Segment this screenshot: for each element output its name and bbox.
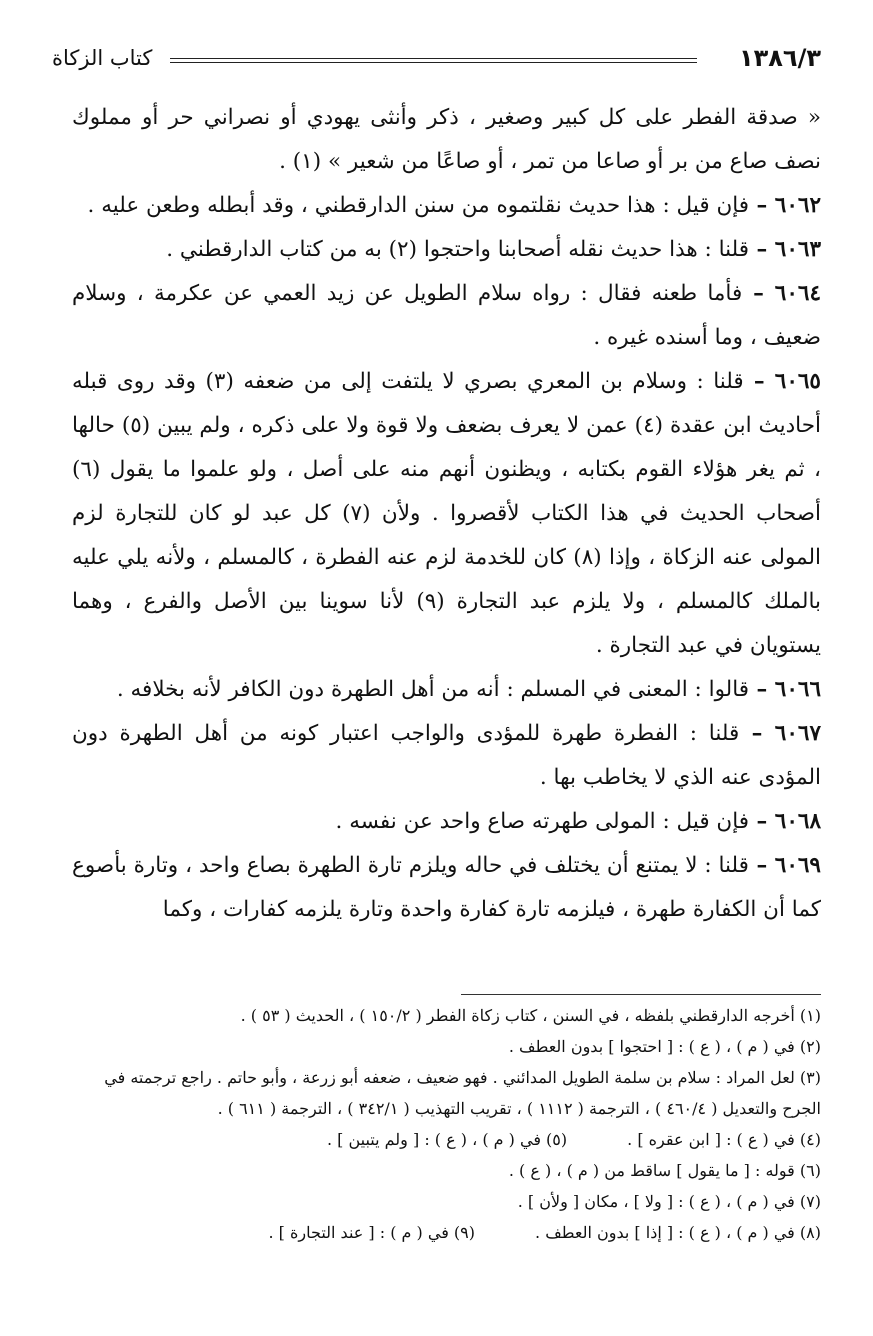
footnote-2: (٢) في ( م ) ، ( ع ) : [ احتجوا ] بدون العطف . [508,1037,821,1056]
footnote-8: (٨) في ( م ) ، ( ع ) : [ إذا ] بدون العطف . [535,1223,821,1242]
page-number: ١٣٨٦/٣ [738,44,821,72]
paragraph-6062: ٦٠٦٢ – فإن قيل : هذا حديث نقلتموه من سنن الدارقطني ، وقد أبطله وطعن عليه . [87,193,821,218]
paragraph-6063: ٦٠٦٣ – قلنا : هذا حديث نقله أصحابنا واحتجوا (٢) به من كتاب الدارقطني . [166,237,821,262]
chapter-title: كتاب الزكاة [52,46,153,70]
paragraph-6066: ٦٠٦٦ – قالوا : المعنى في المسلم : أنه من أهل الطهرة دون الكافر لأنه بخلافه . [116,677,821,702]
paragraph-6067: ٦٠٦٧ – قلنا : الفطرة طهرة للمؤدى والواجب اعتبار كونه من أهل الطهرة دون المؤدى عنه الذي لا يخاطب بها . [72,721,821,790]
paragraph-6064: ٦٠٦٤ – فأما طعنه فقال : رواه سلام الطويل عن زيد العمي عن عكرمة ، وسلام ضعيف ، وما أسنده غيره . [72,281,821,350]
footnotes [72,1000,821,1248]
footnote-divider [461,994,821,995]
footnote-9: (٩) في ( م ) : [ عند التجارة ] . [268,1223,476,1242]
footnote-row-4-5 [72,1124,821,1155]
footnote-3: (٣) لعل المراد : سلام بن سلمة الطويل المدائني . فهو ضعيف ، ضعفه أبو زرعة ، وأبو حاتم . راجع ترجمته في الجرح والتعديل ( ٤٦٠/٤ ) ، الترجمة ( ١١١٢ ) ، تقريب التهذيب ( ٣٤٢/١ ) ، الترجمة ( ٦١١ ) . [104,1068,821,1118]
paragraph-6065: ٦٠٦٥ – قلنا : وسلام بن المعري بصري لا يلتفت إلى من ضعفه (٣) وقد روى قبله أحاديث ابن عقدة (٤) عمن لا يعرف بضعف ولا قوة ولا على ذكره ، ولم يبين (٥) حالها ، ثم يغر هؤلاء القوم بكتابه ، ويظنون أنهم منه على أصل ، ولو علموا ما يقول (٦) أصحاب الحديث في هذا الكتاب لأقصروا . ولأن (٧) كل عبد لو كان للتجارة لزم المولى عنه الزكاة ، وإذا (٨) كان للخدمة لزم عنه الفطرة ، كالمسلم ، ولأنه يلي عليه بالملك كالمسلم ، ولا يلزم عبد التجارة (٩) لأنا سوينا بين الأصل والفرع ، وهما يستويان في عبد التجارة . [72,369,822,658]
paragraph-6068: ٦٠٦٨ – فإن قيل : المولى طهرته صاع واحد عن نفسه . [335,809,821,834]
running-header [52,40,821,80]
paragraph-6069: ٦٠٦٩ – قلنا : لا يمتنع أن يختلف في حاله ويلزم تارة الطهرة بصاع واحد ، وتارة بأصوع كما أن الكفارة طهرة ، فيلزمه تارة كفارة واحدة وتارة يلزمه كفارات ، وكما [72,853,821,922]
footnote-5: (٥) في ( م ) ، ( ع ) : [ ولم يتبين ] . [326,1130,568,1149]
footnote-7: (٧) في ( م ) ، ( ع ) : [ ولا ] ، مكان [ ولأن ] . [517,1192,821,1211]
footnote-1: (١) أخرجه الدارقطني بلفظه ، في السنن ، كتاب زكاة الفطر ( ١٥٠/٢ ) ، الحديث ( ٥٣ ) . [240,1006,821,1025]
footnote-4: (٤) في ( ع ) : [ ابن عقره ] . [627,1130,821,1149]
header-rule [170,58,697,59]
footnote-6: (٦) قوله : [ ما يقول ] ساقط من ( م ) ، ( ع ) . [508,1161,821,1180]
header-rule-second [170,62,697,63]
main-text [72,96,821,932]
paragraph-hadith: « صدقة الفطر على كل كبير وصغير ، ذكر وأنثى يهودي أو نصراني حر أو مملوك نصف صاع من بر أو صاعا من تمر ، أو صاعًا من شعير » (١) . [72,105,821,174]
footnote-row-8-9 [72,1217,821,1248]
